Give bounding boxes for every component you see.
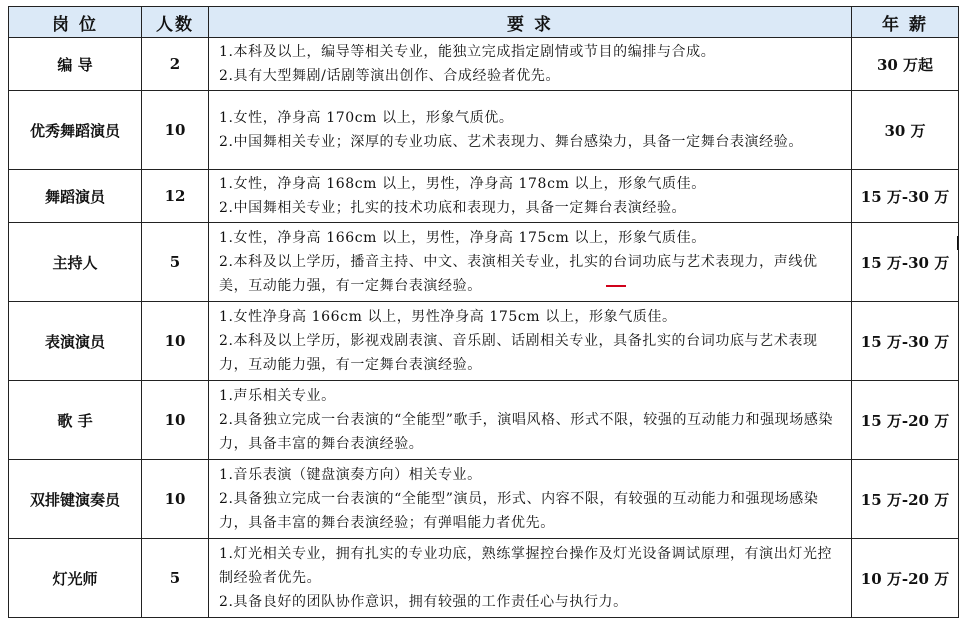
requirement-line: 2.具有大型舞剧/话剧等演出创作、合成经验者优先。 [219, 68, 561, 84]
requirements-cell [209, 223, 852, 302]
requirement-line: 1.本科及以上，编导等相关专业，能独立完成指定剧情或节目的编排与合成。 [219, 44, 716, 60]
count-cell: 5 [142, 223, 209, 302]
count-cell: 10 [142, 381, 209, 460]
table-row [9, 170, 959, 223]
requirement-line: 1.女性，净身高 166cm 以上，男性，净身高 175cm 以上，形象气质佳。 [219, 230, 706, 246]
salary-cell: 30 万起 [852, 38, 959, 91]
recruitment-table [8, 6, 959, 618]
salary-cell: 15 万-20 万 [852, 460, 959, 539]
count-cell: 10 [142, 91, 209, 170]
spellcheck-underline [606, 285, 626, 287]
position-cell: 表演演员 [9, 302, 142, 381]
position-cell: 优秀舞蹈演员 [9, 91, 142, 170]
header-position: 岗 位 [9, 7, 142, 38]
requirements-cell [209, 91, 852, 170]
salary-cell: 15 万-30 万 [852, 223, 959, 302]
requirement-line: 2.本科及以上学历，播音主持、中文、表演相关专业，扎实的台词功底与艺术表现力，声线优美，互动能力强，有一定舞台表演经验。 [219, 254, 818, 294]
position-cell: 歌 手 [9, 381, 142, 460]
salary-cell: 10 万-20 万 [852, 539, 959, 618]
requirements-cell [209, 460, 852, 539]
requirement-line: 1.灯光相关专业，拥有扎实的专业功底，熟练掌握控台操作及灯光设备调试原理，有演出灯光控制经验者优先。 [219, 546, 833, 586]
position-cell: 编 导 [9, 38, 142, 91]
header-count: 人数 [142, 7, 209, 38]
count-cell: 10 [142, 302, 209, 381]
position-cell: 舞蹈演员 [9, 170, 142, 223]
count-cell: 5 [142, 539, 209, 618]
salary-cell: 15 万-20 万 [852, 381, 959, 460]
requirements-cell [209, 539, 852, 618]
table-row [9, 38, 959, 91]
salary-cell: 15 万-30 万 [852, 302, 959, 381]
requirements-cell [209, 302, 852, 381]
requirement-line: 1.女性，净身高 168cm 以上，男性，净身高 178cm 以上，形象气质佳。 [219, 176, 706, 192]
salary-cell: 30 万 [852, 91, 959, 170]
count-cell: 2 [142, 38, 209, 91]
salary-cell: 15 万-30 万 [852, 170, 959, 223]
table-row [9, 91, 959, 170]
table-row [9, 223, 959, 302]
requirements-cell [209, 381, 852, 460]
table-row [9, 381, 959, 460]
requirement-line: 2.具备独立完成一台表演的“全能型”演员，形式、内容不限，有较强的互动能力和强现场感染力，具备丰富的舞台表演经验；有弹唱能力者优先。 [219, 491, 819, 531]
requirement-line: 1.女性，净身高 170cm 以上，形象气质优。 [219, 110, 514, 126]
header-requirements: 要 求 [209, 7, 852, 38]
requirements-cell [209, 170, 852, 223]
table-row [9, 302, 959, 381]
position-cell: 主持人 [9, 223, 142, 302]
requirement-line: 2.具备独立完成一台表演的“全能型”歌手，演唱风格、形式不限，较强的互动能力和强现场感染力，具备丰富的舞台表演经验。 [219, 412, 834, 452]
table-header-row [9, 7, 959, 38]
requirement-line: 1.音乐表演（键盘演奏方向）相关专业。 [219, 467, 482, 483]
position-cell: 灯光师 [9, 539, 142, 618]
requirement-line: 1.女性净身高 166cm 以上，男性净身高 175cm 以上，形象气质佳。 [219, 309, 677, 325]
text-cursor [957, 236, 958, 250]
table-row [9, 460, 959, 539]
requirement-line: 2.中国舞相关专业；扎实的技术功底和表现力，具备一定舞台表演经验。 [219, 200, 687, 216]
requirement-line: 2.中国舞相关专业；深厚的专业功底、艺术表现力、舞台感染力，具备一定舞台表演经验。 [219, 134, 803, 150]
requirement-line: 2.具备良好的团队协作意识，拥有较强的工作责任心与执行力。 [219, 594, 628, 610]
requirement-line: 1.声乐相关专业。 [219, 388, 336, 404]
position-cell: 双排键演奏员 [9, 460, 142, 539]
count-cell: 10 [142, 460, 209, 539]
table-row [9, 539, 959, 618]
count-cell: 12 [142, 170, 209, 223]
header-salary: 年 薪 [852, 7, 959, 38]
requirements-cell [209, 38, 852, 91]
requirement-line: 2.本科及以上学历，影视戏剧表演、音乐剧、话剧相关专业，具备扎实的台词功底与艺术表现力，互动能力强，有一定舞台表演经验。 [219, 333, 818, 373]
